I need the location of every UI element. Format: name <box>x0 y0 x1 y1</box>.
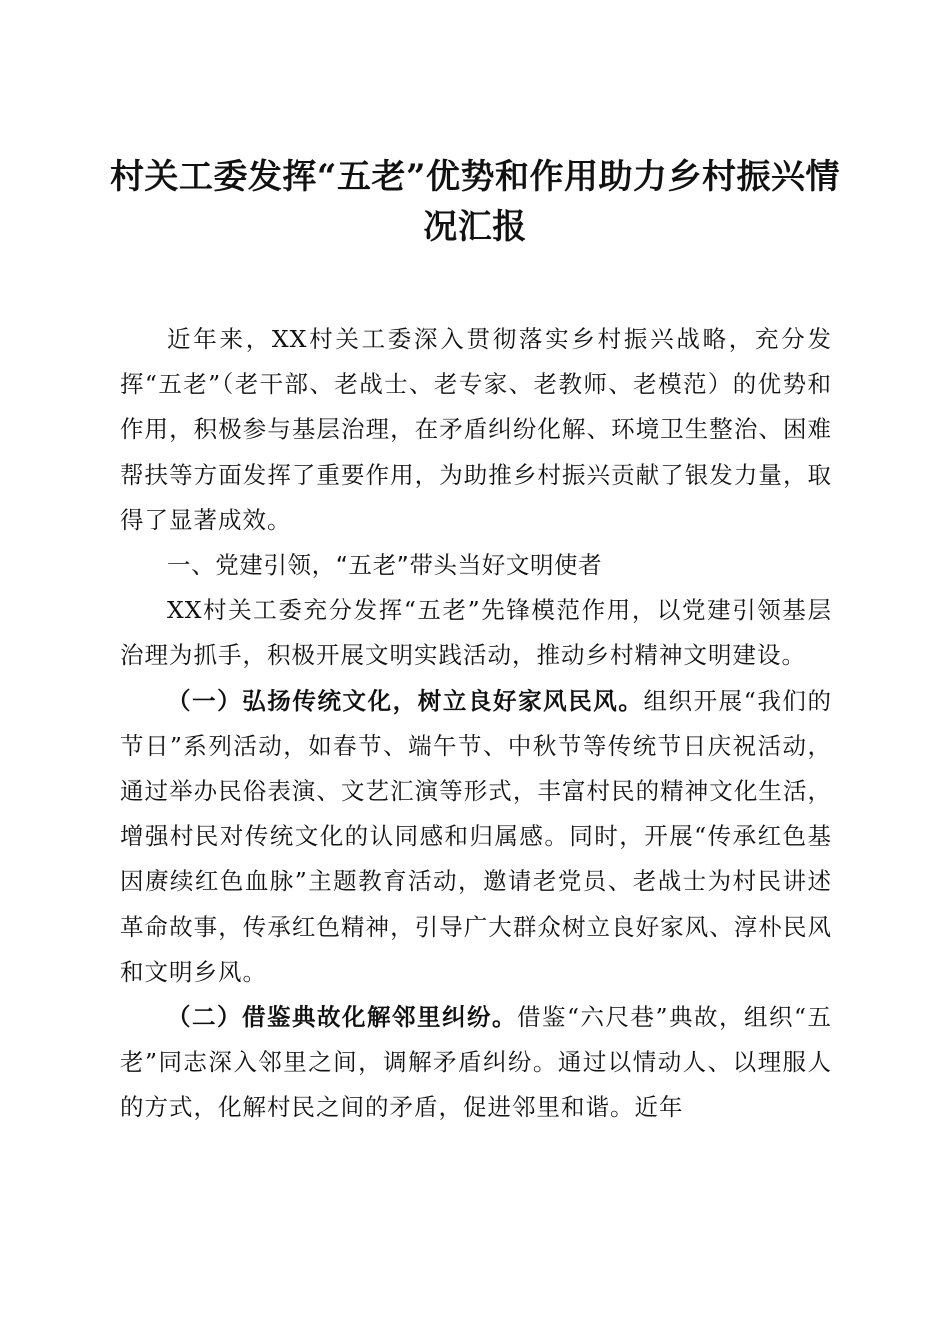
subsection-label-2: （二）借鉴典故化解邻里纠纷。 <box>167 1003 517 1032</box>
document-title: 村关工委发挥“五老”优势和作用助力乡村振兴情况汇报 <box>109 157 841 247</box>
intro-paragraph: 近年来，XX村关工委深入贯彻落实乡村振兴战略，充分发挥“五老”（老干部、老战士、老专家、老教师、老模范）的优势和作用，积极参与基层治理，在矛盾纠纷化解、环境卫生整治、困难帮扶等方面发挥了重要作用，为助推乡村振兴贡献了银发力量，取得了显著成效。 <box>120 325 832 534</box>
subsection-text-1: 组织开展“我们的节日”系列活动，如春节、端午节、中秋节等传统节日庆祝活动，通过举办民俗表演、文艺汇演等形式，丰富村民的精神文化生活，增强村民对传统文化的认同感和归属感。同时，开展“传承红色基因赓续红色血脉”主题教育活动，邀请老党员、老战士为村民讲述革命故事，传承红色精神，引导广大群众树立良好家风、淳朴民风和文明乡风。 <box>120 686 833 986</box>
document-body <box>120 317 832 1131</box>
section-heading: 一、党建引领，“五老”带头当好文明使者 <box>167 551 603 580</box>
subsection-paragraph-2 <box>120 995 832 1131</box>
section-summary-paragraph: XX村关工委充分发挥“五老”先锋模范作用，以党建引领基层治理为抓手，积极开展文明实践活动，推动乡村精神文明建设。 <box>120 596 832 670</box>
subsection-text-2: 借鉴“六尺巷”典故，组织“五老”同志深入邻里之间，调解矛盾纠纷。通过以情动人、以理服人的方式，化解村民之间的矛盾，促进邻里和谐。近年 <box>120 1003 833 1122</box>
subsection-paragraph-1 <box>120 679 832 995</box>
subsection-label-1: （一）弘扬传统文化，树立良好家风民风。 <box>167 686 644 715</box>
